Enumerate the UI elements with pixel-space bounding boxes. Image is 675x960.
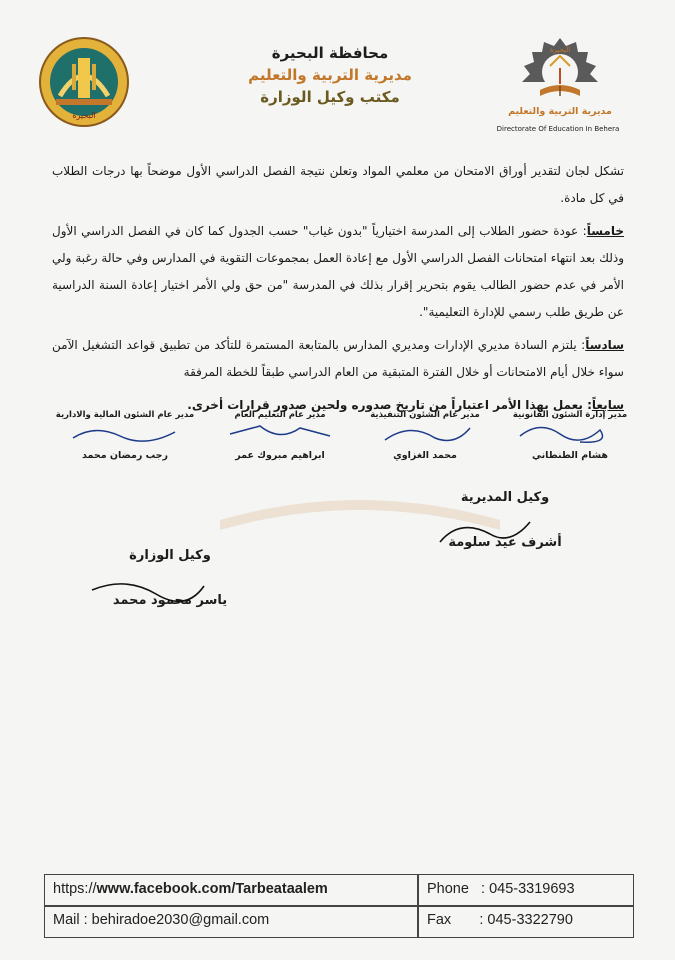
paragraph-sixth: سادساً: يلتزم السادة مديري الإدارات ومديري المدارس بالمتابعة المستمرة للتأكد من تطبيق قواعد التشغيل الآمن سواء خلال أيام الامتحانات أو خلال الفترة المتبقية من العام الدراسي طبقاً للخطة المرفقة: [52, 338, 624, 379]
contact-footer: [44, 874, 634, 938]
governorate-name: محافظة البحيرة: [271, 44, 389, 62]
clause-label-seventh: سابعاً: [591, 398, 624, 412]
paragraph-seventh: سابعاً: يعمل بهذا الأمر اعتباراً من تاريخ صدوره ولحين صدور قرارات أخرى.: [187, 398, 624, 412]
handwritten-signature-icon: [430, 512, 540, 552]
handwritten-signature-icon: [510, 416, 630, 450]
letterhead: [0, 18, 675, 138]
signatures-row: [36, 410, 640, 490]
email-entry[interactable]: Mail : behiradoe2030@gmail.com: [53, 912, 270, 928]
svg-text:البحيرة: البحيرة: [549, 46, 571, 54]
office-name: مكتب وكيل الوزارة: [260, 88, 400, 106]
handwritten-signature-icon: [86, 568, 206, 608]
deputy-directorate-name: أشرف عيد سلومة: [448, 535, 562, 550]
handwritten-signature-icon: [220, 416, 340, 450]
directorate-name: مديرية التربية والتعليم: [248, 66, 412, 84]
signature-executive: مدير عام الشئون التنفيذية محمد الغزاوي: [355, 410, 495, 424]
directorate-logo-icon: [500, 32, 620, 137]
clause-label-sixth: سادساً: [585, 338, 624, 352]
governorate-logo-icon: [38, 36, 130, 128]
phone-entry: Phone : 045-3319693: [427, 881, 575, 897]
paragraph-results: تشكل لجان لتقدير أوراق الامتحان من معلمي المواد وتعلن نتيجة الفصل الدراسي الأول موضحاً بها درجات الطلاب في كل مادة.: [52, 164, 624, 205]
deputy-ministry-title: وكيل الوزارة: [129, 548, 211, 563]
deputy-directorate-title: وكيل المديرية: [460, 490, 550, 505]
handwritten-signature-icon: [365, 416, 485, 450]
footer-divider-vertical: [417, 875, 419, 937]
signature-general-education: مدير عام التعليم العام ابراهيم مبروك عمر: [210, 410, 350, 424]
footer-divider-horizontal: [45, 905, 633, 907]
deputy-ministry-name: ياسر محمود محمد: [112, 593, 228, 608]
svg-text:البحيرة: البحيرة: [72, 111, 96, 120]
signature-legal: مدير إدارة الشئون القانونية هشام الطنطاني: [500, 410, 640, 424]
deputy-directorate-block: [430, 490, 580, 550]
signature-finance-admin: مدير عام الشئون المالية والادارية رجب رمضان محمد: [55, 410, 195, 461]
deputy-ministry-block: [100, 548, 240, 608]
website-link[interactable]: https://www.facebook.com/Tarbeataalem: [53, 881, 328, 897]
clause-label-fifth: خامساً: [586, 224, 624, 238]
paragraph-fifth: خامساً: عودة حضور الطلاب إلى المدرسة اختيارياً "بدون غياب" حسب الجدول كما كان في الفصل الدراسي الأول وذلك بعد انتهاء امتحانات الفصل الدراسي الأول مع إعادة العمل بمجموعات التقوية في المدارس وفي حالة رغبة ولي الأمر في عدم حضور الطالب يقوم بتحرير إقرار بذلك في المدرسة "من حق ولي الأمر اختيار إعادة السنة الدراسية عن طريق طلب رسمي للإدارة التعليمية".: [52, 224, 624, 319]
letterhead-title: [200, 44, 460, 106]
directorate-english-name: Directorate Of Education In Behera: [496, 125, 620, 133]
fax-entry: Fax : 045-3322790: [427, 912, 573, 928]
handwritten-signature-icon: [65, 416, 185, 450]
svg-text:مديرية التربية والتعليم: مديرية التربية والتعليم: [508, 106, 612, 117]
